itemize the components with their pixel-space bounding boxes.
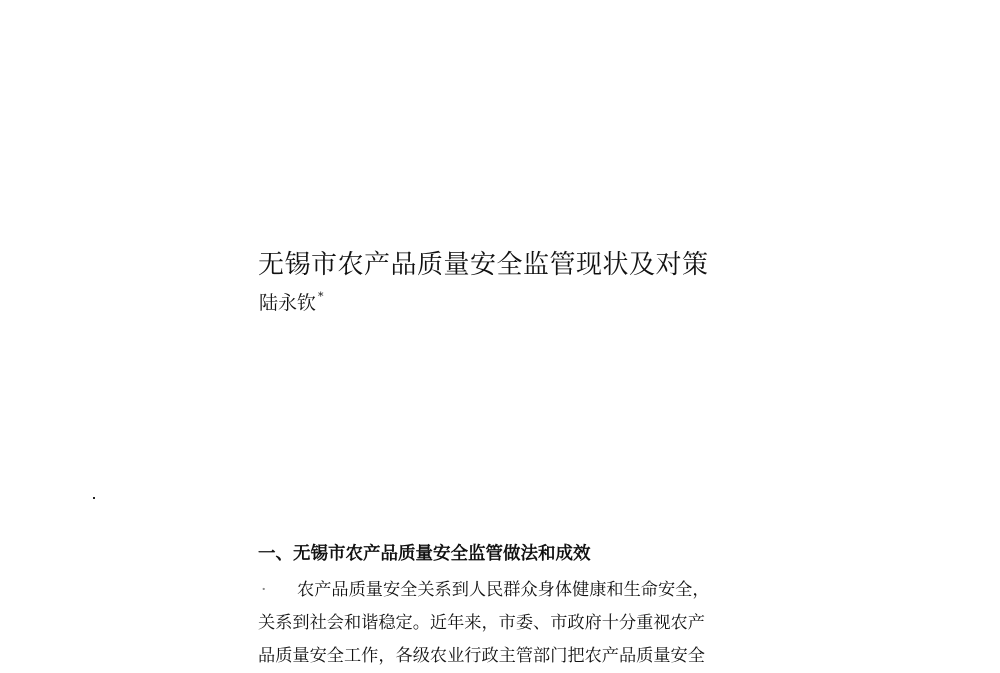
- author-name: 陆永钦: [259, 292, 317, 314]
- body-line-3: 品质量安全工作，各级农业行政主管部门把农产品质量安全: [258, 646, 705, 666]
- document-title: 无锡市农产品质量安全监管现状及对策: [258, 250, 709, 280]
- stray-dot: [93, 497, 95, 499]
- body-line-1-text: 农产品质量安全关系到人民群众身体健康和生命安全，: [297, 580, 710, 600]
- author-line: [259, 288, 324, 315]
- section-heading: 一、无锡市农产品质量安全监管做法和成效: [258, 544, 591, 564]
- body-line-1: [258, 574, 806, 607]
- body-paragraph: [258, 574, 806, 673]
- body-line-2: 关系到社会和谐稳定。近年来，市委、市政府十分重视农产: [258, 613, 705, 633]
- paragraph-marker: ·: [261, 580, 267, 600]
- author-footnote-mark: *: [318, 289, 324, 303]
